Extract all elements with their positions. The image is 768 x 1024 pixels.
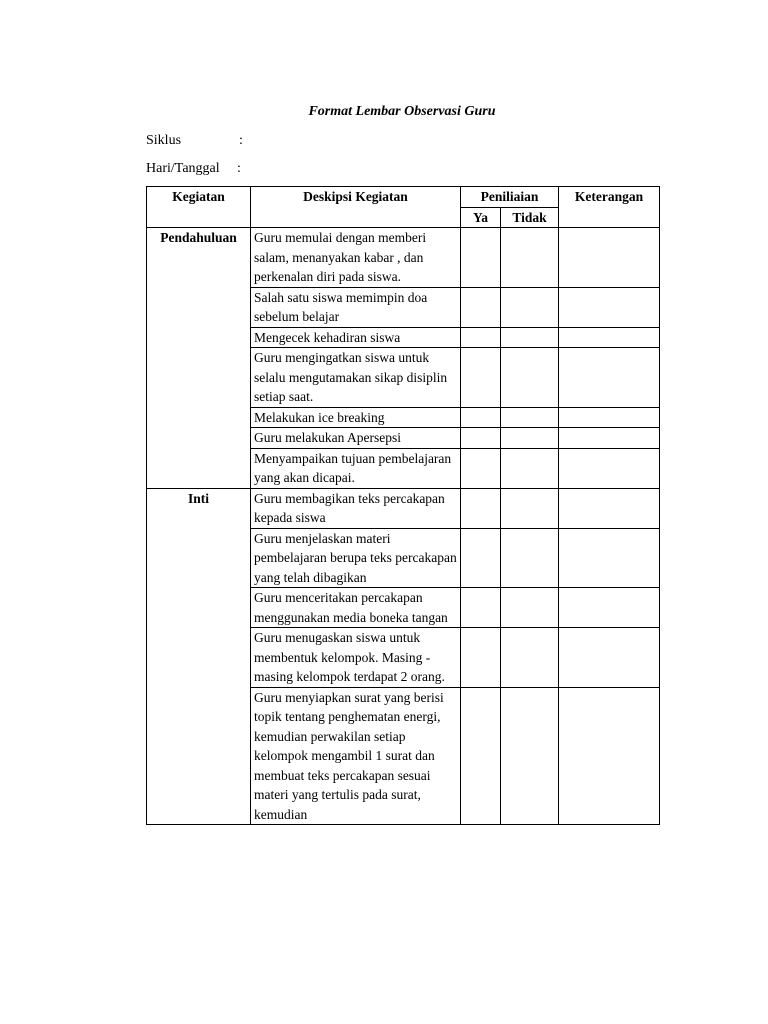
- keterangan-cell[interactable]: [559, 348, 660, 408]
- keterangan-cell[interactable]: [559, 407, 660, 428]
- activity-description-cell: Guru menyiapkan surat yang berisi topik tentang penghematan energi, kemudian perwakilan setiap kelompok mengambil 1 surat dan membuat teks percakapan sesuai materi yang tertulis pada surat, kemudian: [251, 687, 461, 825]
- keterangan-cell[interactable]: [559, 488, 660, 528]
- tidak-check-cell[interactable]: [501, 348, 559, 408]
- ya-check-cell[interactable]: [461, 327, 501, 348]
- activity-description-cell: Guru menjelaskan materi pembelajaran berupa teks percakapan yang telah dibagikan: [251, 528, 461, 588]
- tidak-check-cell[interactable]: [501, 327, 559, 348]
- keterangan-cell[interactable]: [559, 327, 660, 348]
- ya-check-cell[interactable]: [461, 228, 501, 288]
- field-hari-tanggal-label: Hari/Tanggal: [146, 161, 220, 176]
- header-keterangan: Keterangan: [559, 187, 660, 228]
- field-hari-tanggal-colon: :: [237, 161, 241, 176]
- ya-check-cell[interactable]: [461, 588, 501, 628]
- ya-check-cell[interactable]: [461, 628, 501, 688]
- tidak-check-cell[interactable]: [501, 428, 559, 449]
- header-deskripsi: Deskipsi Kegiatan: [251, 187, 461, 228]
- field-siklus-label: Siklus: [146, 133, 182, 148]
- activity-description-cell: Menyampaikan tujuan pembelajaran yang akan dicapai.: [251, 448, 461, 488]
- keterangan-cell[interactable]: [559, 628, 660, 688]
- keterangan-cell[interactable]: [559, 448, 660, 488]
- activity-description-cell: Guru menugaskan siswa untuk membentuk kelompok. Masing - masing kelompok terdapat 2 orang.: [251, 628, 461, 688]
- keterangan-cell[interactable]: [559, 588, 660, 628]
- activity-description-cell: Melakukan ice breaking: [251, 407, 461, 428]
- activity-description-cell: Mengecek kehadiran siswa: [251, 327, 461, 348]
- observation-table-body: [147, 228, 660, 825]
- tidak-check-cell[interactable]: [501, 228, 559, 288]
- table-row: [147, 488, 660, 528]
- ya-check-cell[interactable]: [461, 448, 501, 488]
- keterangan-cell[interactable]: [559, 228, 660, 288]
- activity-description-cell: Guru mengingatkan siswa untuk selalu mengutamakan sikap disiplin setiap saat.: [251, 348, 461, 408]
- field-siklus: [146, 131, 243, 151]
- ya-check-cell[interactable]: [461, 528, 501, 588]
- header-ya: Ya: [461, 207, 501, 228]
- table-row: [147, 228, 660, 288]
- tidak-check-cell[interactable]: [501, 488, 559, 528]
- activity-description-cell: Salah satu siswa memimpin doa sebelum belajar: [251, 287, 461, 327]
- section-name-cell: Inti: [147, 488, 251, 825]
- ya-check-cell[interactable]: [461, 428, 501, 449]
- ya-check-cell[interactable]: [461, 687, 501, 825]
- tidak-check-cell[interactable]: [501, 407, 559, 428]
- tidak-check-cell[interactable]: [501, 528, 559, 588]
- header-penilaian: Peniliaian: [461, 187, 559, 208]
- keterangan-cell[interactable]: [559, 428, 660, 449]
- ya-check-cell[interactable]: [461, 488, 501, 528]
- section-name-cell: Pendahuluan: [147, 228, 251, 489]
- ya-check-cell[interactable]: [461, 348, 501, 408]
- page-title: Format Lembar Observasi Guru: [308, 104, 496, 119]
- activity-description-cell: Guru membagikan teks percakapan kepada siswa: [251, 488, 461, 528]
- tidak-check-cell[interactable]: [501, 588, 559, 628]
- field-hari-tanggal: [146, 159, 241, 179]
- tidak-check-cell[interactable]: [501, 287, 559, 327]
- keterangan-cell[interactable]: [559, 287, 660, 327]
- ya-check-cell[interactable]: [461, 287, 501, 327]
- tidak-check-cell[interactable]: [501, 628, 559, 688]
- keterangan-cell[interactable]: [559, 528, 660, 588]
- keterangan-cell[interactable]: [559, 687, 660, 825]
- field-siklus-colon: :: [239, 133, 243, 148]
- observation-table: [146, 186, 660, 825]
- tidak-check-cell[interactable]: [501, 448, 559, 488]
- tidak-check-cell[interactable]: [501, 687, 559, 825]
- header-tidak: Tidak: [501, 207, 559, 228]
- activity-description-cell: Guru menceritakan percakapan menggunakan media boneka tangan: [251, 588, 461, 628]
- activity-description-cell: Guru memulai dengan memberi salam, menanyakan kabar , dan perkenalan diri pada siswa.: [251, 228, 461, 288]
- activity-description-cell: Guru melakukan Apersepsi: [251, 428, 461, 449]
- ya-check-cell[interactable]: [461, 407, 501, 428]
- header-kegiatan: Kegiatan: [147, 187, 251, 228]
